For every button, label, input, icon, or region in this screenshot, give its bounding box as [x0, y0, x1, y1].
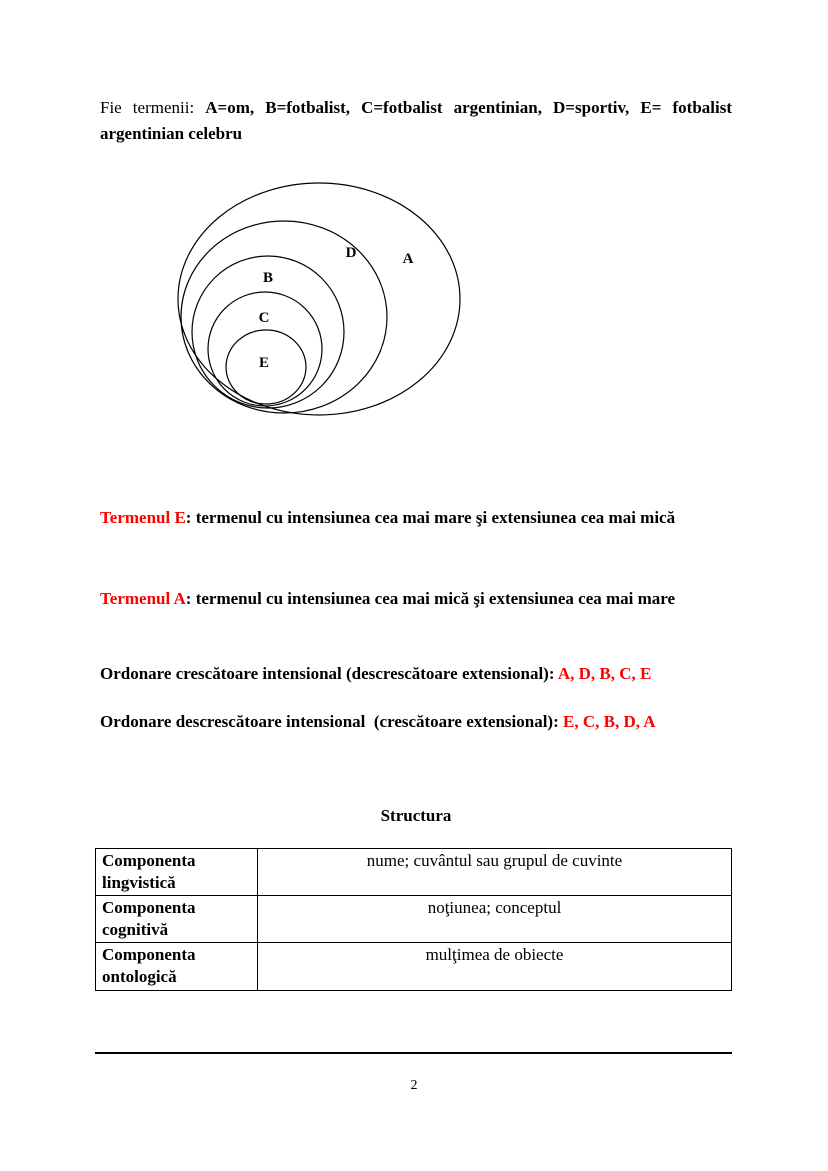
ordering-ascending-paragraph: [100, 661, 732, 687]
description-cell: noţiunea; conceptul: [258, 896, 732, 943]
table-row: [96, 849, 732, 896]
ordering-ascending-value: A, D, B, C, E: [557, 664, 652, 683]
circle-a: [178, 183, 460, 415]
term-e-definition: : termenul cu intensiunea cea mai mare şi extensiunea cea mai mică: [185, 508, 676, 527]
term-e-name: Termenul E: [100, 508, 186, 527]
structura-table: [95, 848, 732, 991]
page-number: 2: [410, 1078, 418, 1093]
term-e-paragraph: [100, 505, 732, 531]
description-cell: nume; cuvântul sau grupul de cuvinte: [258, 849, 732, 896]
ordering-descending-value: E, C, B, D, A: [563, 712, 656, 731]
intro-paragraph: [100, 95, 737, 146]
ordering-ascending-label: Ordonare crescătoare intensional (descrescătoare extensional):: [100, 664, 558, 683]
label-e: E: [258, 355, 270, 371]
structura-heading: Structura: [380, 806, 452, 825]
intro-terms: A=om, B=fotbalist, C=fotbalist argentinian, D=sportiv, E= fotbalist argentinian celebru: [100, 98, 737, 143]
component-cell: Componenta ontologică: [96, 943, 258, 990]
label-b: B: [262, 270, 274, 286]
ordering-descending-label: Ordonare descrescătoare intensional (crescătoare extensional):: [100, 712, 564, 731]
component-cell: Componenta lingvistică: [96, 849, 258, 896]
description-cell: mulţimea de obiecte: [258, 943, 732, 990]
label-c: C: [258, 310, 270, 326]
component-cell: Componenta cognitivă: [96, 896, 258, 943]
label-d: D: [345, 245, 357, 261]
table-row: [96, 943, 732, 990]
intro-prefix: Fie termenii:: [100, 98, 206, 117]
euler-diagram: [172, 178, 464, 422]
term-a-paragraph: [100, 586, 732, 612]
ordering-descending-paragraph: [100, 709, 732, 735]
footer-divider: [95, 1052, 732, 1054]
term-a-name: Termenul A: [100, 589, 186, 608]
label-a: A: [402, 251, 414, 267]
term-a-definition: : termenul cu intensiunea cea mai mică şi extensiunea cea mai mare: [185, 589, 676, 608]
table-row: [96, 896, 732, 943]
